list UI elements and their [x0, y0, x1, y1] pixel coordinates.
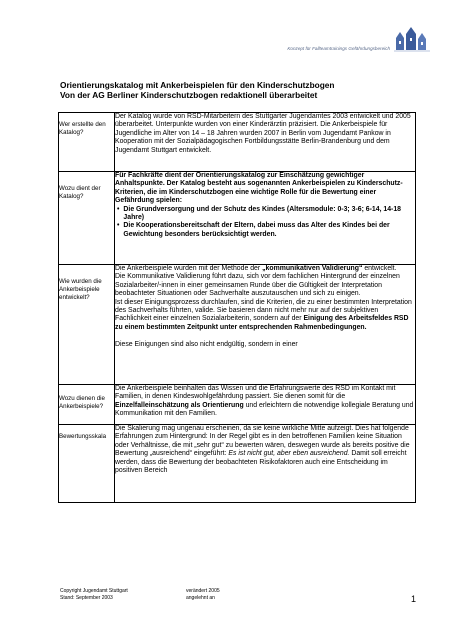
page-number: 1	[410, 594, 416, 604]
footer-left: Copyright Jugendamt Stuttgart Stand: September 2003	[60, 588, 128, 601]
table-row	[59, 113, 416, 172]
bullet-item: • Die Kooperationsbereitschaft der Eltern, dabei muss das Alter des Kindes bei der Gewichtung besonders berücksichtigt werden.	[117, 222, 390, 238]
row-answer: Für Fachkräfte dient der Orientierungskatalog zur Einschätzung gewichtiger Anhaltspunkte. Der Katalog besteht aus sogenannten Ankerbeispielen zu Kinderschutz- Kriterien, die im Kinderschutzbogen eine wichtige Rolle für die Bewertung einer Gefährdung spielen: • Die Grundversorgung und der Schutz des Kindes (Altersmodule: 0-3; 3-6; 6-14, 14-18 Jahre) • Die Kooperationsbereitschaft der Eltern, dabei muss das Alter des Kindes bei der Gewichtung besonders berücksichtigt werden.	[115, 172, 416, 265]
title-line-2: Von der AG Berliner Kinderschutzbogen redaktionell überarbeitet	[60, 90, 318, 100]
catalog-table	[58, 112, 416, 503]
header-text: Konzept für Fallteamtrainings Gefährdungsbereich	[287, 46, 390, 51]
logo-icon	[394, 24, 430, 52]
row-question: Wie wurden die Ankerbeispiele entwickelt?	[59, 265, 115, 385]
row-question: Wozu dienen die Ankerbeispiele?	[59, 385, 115, 425]
table-row	[59, 172, 416, 265]
row-question: Wozu dient der Katalog?	[59, 172, 115, 265]
row-question: Bewertungsskala	[59, 425, 115, 503]
table-row	[59, 385, 416, 425]
row-answer: Der Katalog wurde von RSD-Mitarbeitern des Stuttgarter Jugendamtes 2003 entwickelt und 2005 überarbeitet. Unterpunkte wurden von einer Kinderärztin präzisiert. Die Ankerbeispiele für Jugendliche im Alter von 14 – 18 Jahren wurden 2007 in Berlin vom Jugendamt Pankow in Kooperation mit der Sozialpädagogischen Fortbildungsstätte Berlin-Brandenburg und dem Jugendamt Stuttgart entwickelt.	[115, 113, 416, 172]
table-row	[59, 265, 416, 385]
row-answer: Die Ankerbeispiele beinhalten das Wissen und die Erfahrungswerte des RSD im Kontakt mit Familien, in denen Kindeswohlgefährdung passiert. Sie dienen somit für die Einzelfalleinschätzung als Orientierung und erleichtern die notwendige kollegiale Beratung und Kommunikation mit den Familien.	[115, 385, 416, 425]
footer-middle: verändert 2005 angelehnt an	[186, 588, 220, 601]
document-title	[60, 80, 430, 100]
row-question: Wer erstellte den Katalog?	[59, 113, 115, 172]
row-answer: Die Skalierung mag ungenau erscheinen, da sie keine wirkliche Mitte aufzeigt. Dies hat folgende Erfahrungen zum Hintergrund: In der Regel gibt es in den betroffenen Familien keine Situation oder Verhältnisse, die mit „sehr gut“ zu bewerten wären, deswegen wurde als bereits positive die Bewertung „ausreichend“ eingeführt: Es ist nicht gut, aber eben ausreichend. Damit soll erreicht werden, dass die Bewertung der beobachteten Risikofaktoren auch eine Entscheidung im positiven Bereich	[115, 425, 416, 503]
table-row	[59, 425, 416, 503]
row-answer: Die Ankerbeispiele wurden mit der Methode der „kommunikativen Validierung“ entwickelt. Die Kommunikative Validierung führt dazu, sich vor dem fachlichen Hintergrund der einzelnen Sozialarbeiter/-innen in einer gemeinsamen Runde über die Gültigkeit der Interpretation beobachteter Situationen oder Sachverhalte auszutauschen und sich zu einigen. Ist dieser Einigungsprozess durchlaufen, sind die Kriterien, die zu einer bestimmten Interpretation des Sachverhalts führten, valide. Sie basieren dann nicht mehr nur auf der subjektiven Fachlichkeit einer einzelnen Sozialarbeiterin, sondern auf der Einigung des Arbeitsfeldes RSD zu einem bestimmten Zeitpunkt unter entsprechenden Rahmenbedingungen. Diese Einigungen sind also nicht endgültig, sondern in einer	[115, 265, 416, 385]
title-line-1: Orientierungskatalog mit Ankerbeispielen für den Kinderschutzbogen	[60, 80, 335, 90]
page-header	[287, 24, 430, 52]
bullet-item: • Die Grundversorgung und der Schutz des Kindes (Altersmodule: 0-3; 3-6; 6-14, 14-18 Jahre)	[117, 205, 402, 222]
